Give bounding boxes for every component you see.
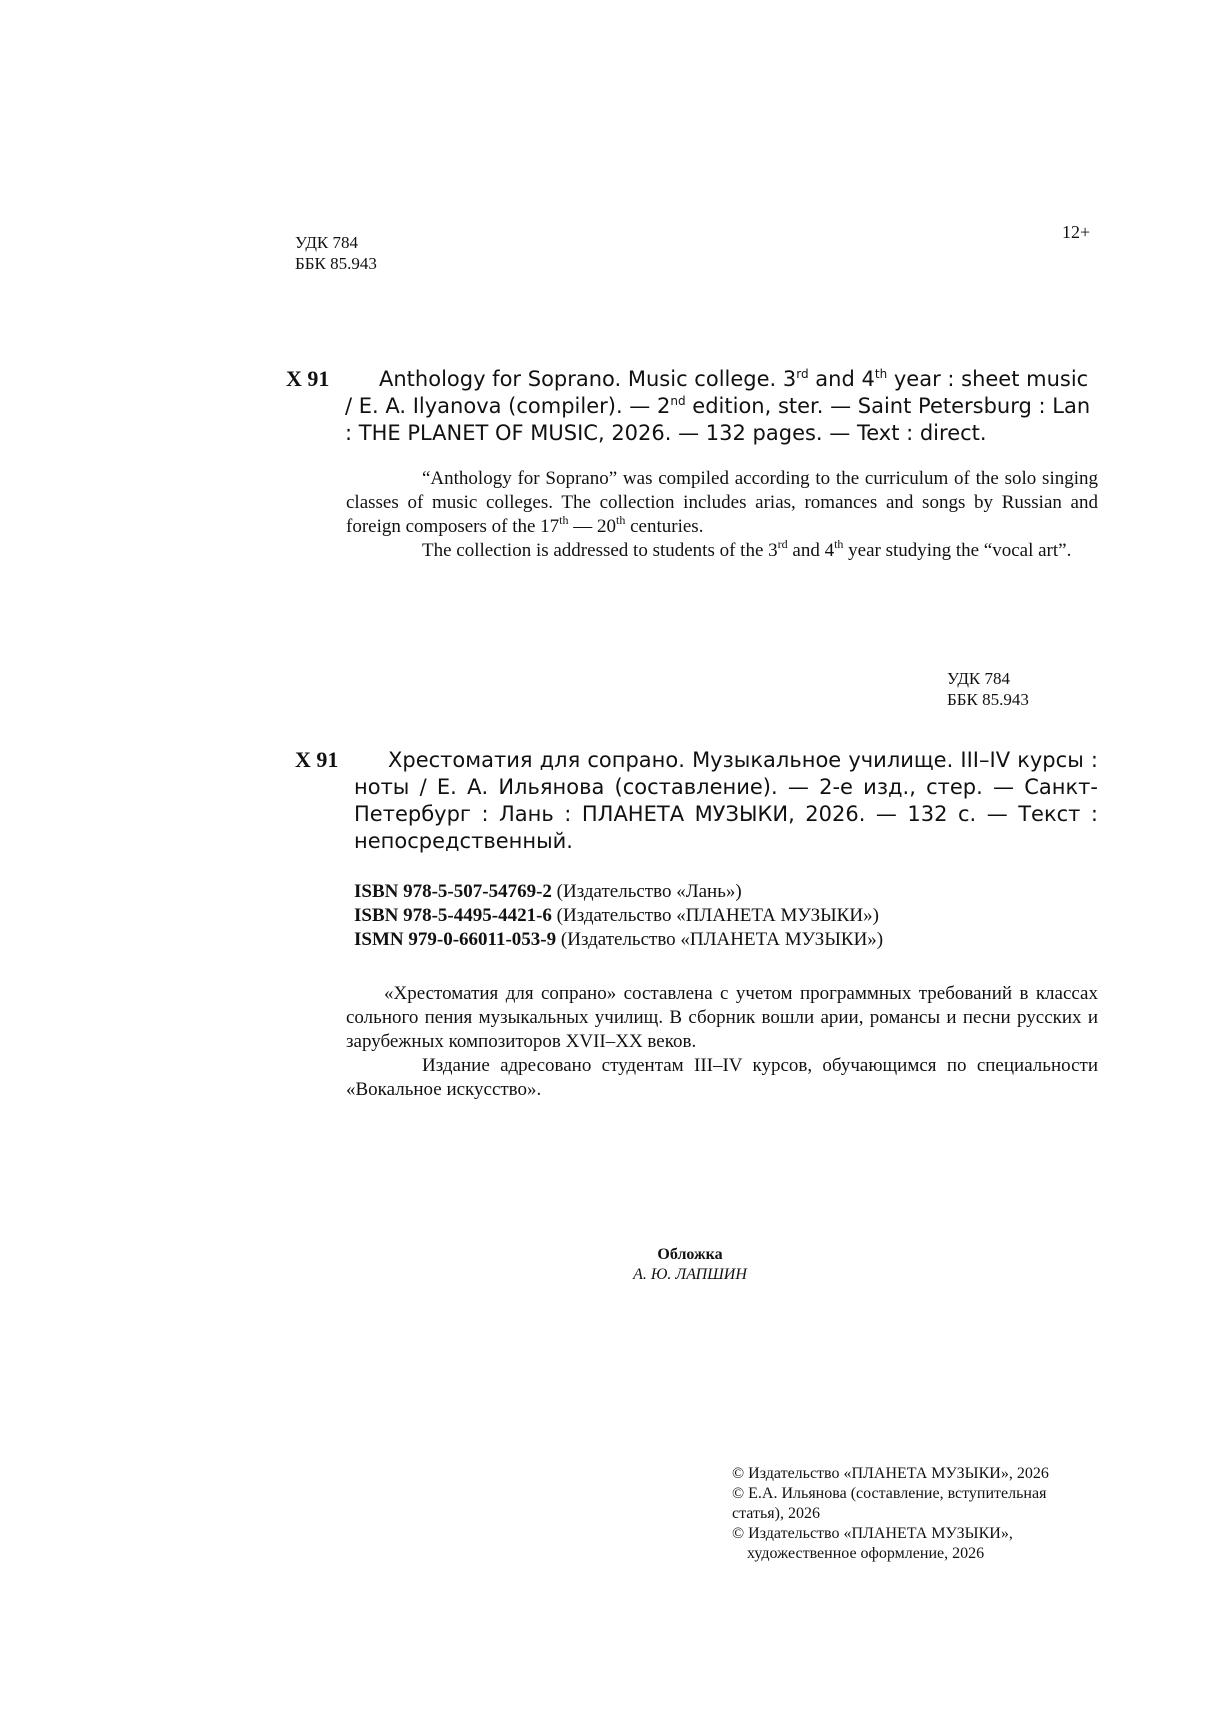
cover-artist: А. Ю. ЛАПШИН <box>633 1266 747 1283</box>
audience-paragraph-en: The collection is addressed to students of the 3rd and 4th year studying the “vocal art”. <box>422 537 1072 561</box>
bbk-code-ru: ББК 85.943 <box>947 690 1029 709</box>
copyright-line: © Е.А. Ильянова (составление, вступительная статья), 2026 <box>732 1485 1047 1522</box>
cover-label: Обложка <box>657 1246 723 1263</box>
summary-ru <box>346 982 1098 1102</box>
udk-code-en: УДК 784 <box>295 233 359 252</box>
isbn-item: ISBN 978-5-507-54769-2 (Издательство «Лань») <box>354 881 742 902</box>
udk-bbk-en <box>295 232 377 274</box>
biblio-entry-ru: Хрестоматия для сопрано. Музыкальное училище. III–IV курсы : ноты / Е. А. Ильянова (составление). — 2-е изд., стер. — Санкт-Петербург : Лань : ПЛАНЕТА МУЗЫКИ, 2026. — 132 с. — Текст : непосредственный. <box>354 748 1098 853</box>
summary-paragraph-en: “Anthology for Soprano” was compiled according to the curriculum of the solo singing classes of music colleges. The collection includes arias, romances and songs by Russian and foreign composers of the 17th — 20th centuries. <box>346 468 1098 537</box>
age-rating: 12+ <box>1062 222 1091 242</box>
ismn-item: ISMN 979-0-66011-053-9 (Издательство «ПЛАНЕТА МУЗЫКИ») <box>354 929 884 950</box>
author-mark-en: Х 91 <box>286 366 330 391</box>
copyright-line: художественное оформление, 2026 <box>747 1545 985 1562</box>
audience-paragraph-ru: Издание адресовано студентам III–IV курсов, обучающимся по специальности «Вокальное искусство». <box>346 1055 1098 1100</box>
biblio-entry-en: Anthology for Soprano. Music college. 3rd and 4th year : sheet music / E. A. Ilyanova (compiler). — 2nd edition, ster. — Saint Petersburg : Lan : THE PLANET OF MUSIC, 2026. — 132 pages. — Text : direct. <box>345 367 1091 445</box>
summary-en <box>346 467 1098 563</box>
isbn-list <box>354 880 883 952</box>
bbk-code-en: ББК 85.943 <box>295 254 377 273</box>
summary-paragraph-ru: «Хрестоматия для сопрано» составлена с учетом программных требований в классах сольного пения музыкальных училищ. В сборник вошли арии, романсы и песни русских и зарубежных композиторов XVII–XX веков. <box>346 983 1098 1052</box>
cover-credit <box>560 1245 820 1285</box>
author-mark-ru: Х 91 <box>295 747 339 772</box>
copyright-line: © Издательство «ПЛАНЕТА МУЗЫКИ», <box>732 1525 1013 1542</box>
copyright-block <box>732 1464 1072 1564</box>
isbn-item: ISBN 978-5-4495-4421-6 (Издательство «ПЛАНЕТА МУЗЫКИ») <box>354 905 879 926</box>
copyright-line: © Издательство «ПЛАНЕТА МУЗЫКИ», 2026 <box>732 1465 1049 1482</box>
udk-bbk-ru <box>947 668 1029 710</box>
udk-code-ru: УДК 784 <box>947 669 1011 688</box>
